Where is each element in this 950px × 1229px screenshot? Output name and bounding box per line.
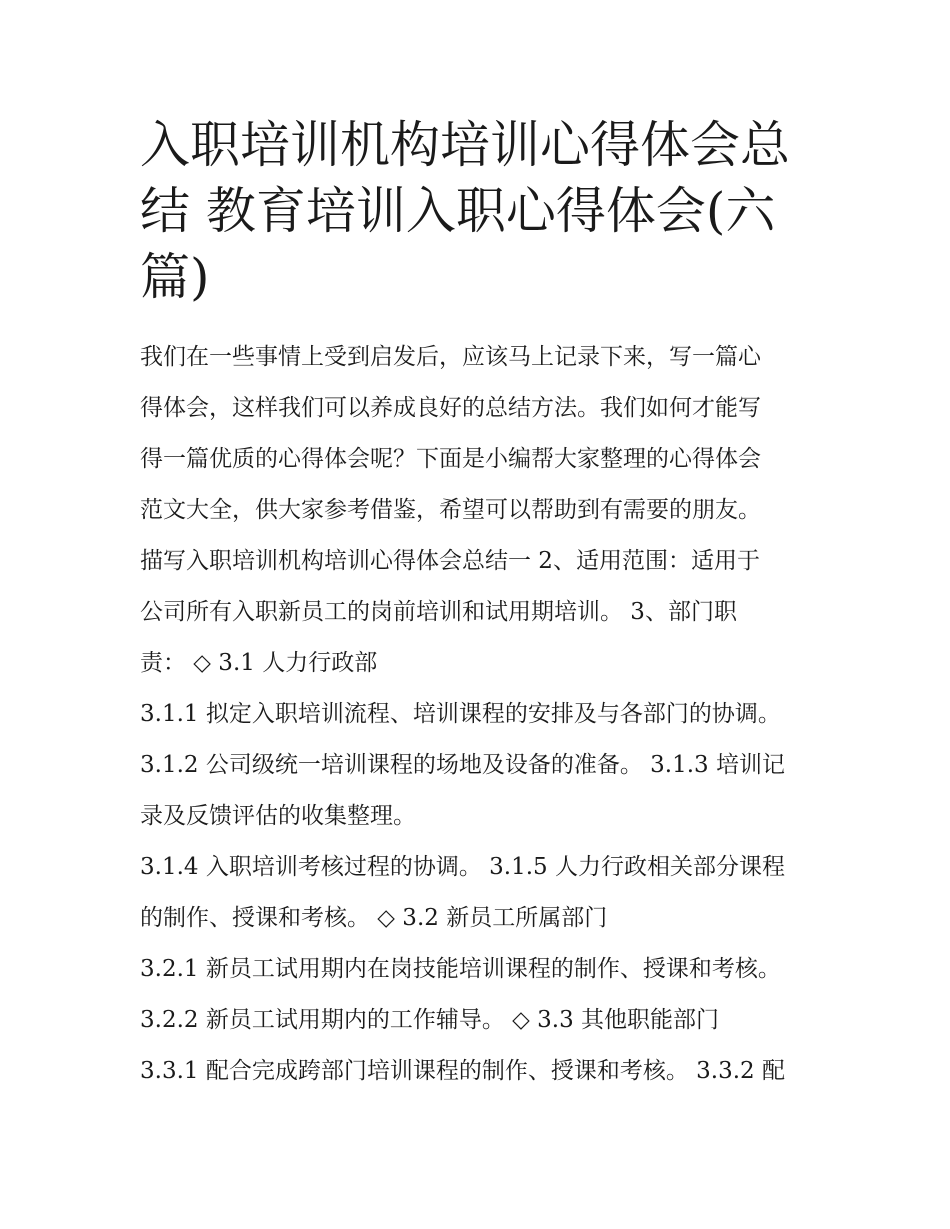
body-line: 责： ◇ 3.1 人力行政部 — [140, 650, 378, 676]
body-line: 我们在一些事情上受到启发后，应该马上记录下来，写一篇心 — [140, 344, 761, 370]
document-body — [140, 332, 820, 1097]
body-line: 描写入职培训机构培训心得体会总结一 2、适用范围：适用于 — [140, 548, 760, 574]
body-line: 3.2.1 新员工试用期内在岗技能培训课程的制作、授课和考核。 — [140, 956, 781, 982]
body-line: 3.3.1 配合完成跨部门培训课程的制作、授课和考核。 3.3.2 配 — [140, 1058, 785, 1084]
title-line: 结 教育培训入职心得体会(六 — [140, 182, 776, 240]
body-line: 3.1.1 拟定入职培训流程、培训课程的安排及与各部门的协调。 — [140, 701, 781, 727]
body-line: 3.1.2 公司级统一培训课程的场地及设备的准备。 3.1.3 培训记 — [140, 752, 785, 778]
document-page — [140, 112, 820, 1097]
body-line: 公司所有入职新员工的岗前培训和试用期培训。 3、部门职 — [140, 599, 737, 625]
body-line: 3.2.2 新员工试用期内的工作辅导。 ◇ 3.3 其他职能部门 — [140, 1007, 720, 1033]
body-line: 录及反馈评估的收集整理。 — [140, 803, 416, 829]
title-line: 入职培训机构培训心得体会总 — [140, 116, 790, 174]
body-line: 3.1.4 入职培训考核过程的协调。 3.1.5 人力行政相关部分课程 — [140, 854, 785, 880]
title-line: 篇) — [140, 248, 210, 306]
body-line: 范文大全，供大家参考借鉴，希望可以帮助到有需要的朋友。 — [140, 497, 761, 523]
body-line: 得一篇优质的心得体会呢？下面是小编帮大家整理的心得体会 — [140, 446, 761, 472]
body-line: 得体会，这样我们可以养成良好的总结方法。我们如何才能写 — [140, 395, 761, 421]
document-title — [140, 112, 820, 310]
body-line: 的制作、授课和考核。 ◇ 3.2 新员工所属部门 — [140, 905, 608, 931]
